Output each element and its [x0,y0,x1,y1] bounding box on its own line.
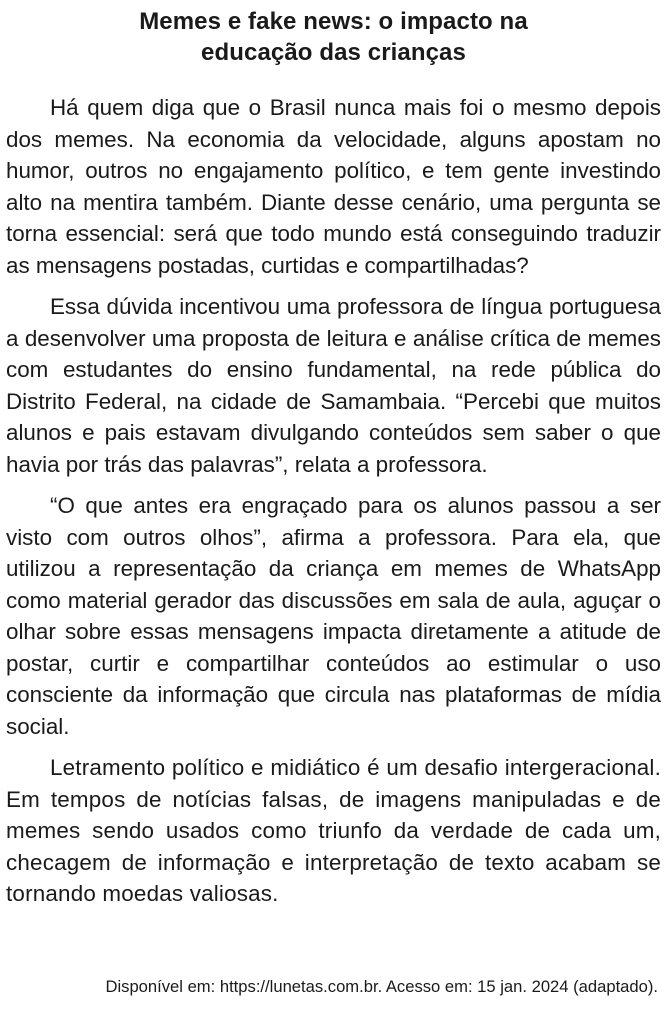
paragraph-2: Essa dúvida incentivou uma professora de língua portuguesa a desenvolver uma proposta de leitura e análise crítica de memes com estudantes do ensino fundamental, na rede pública do Distrito Federal, na cidade de Samambaia. “Percebi que muitos alunos e pais estavam divulgando conteúdos sem saber o que havia por trás das palavras”, relata a professora. [6,294,661,477]
paragraph-3: “O que antes era engraçado para os alunos passou a ser visto com outros olhos”, afirma a professora. Para ela, que utilizou a representação da criança em memes de WhatsApp como material gerador das discussões em sala de aula, aguçar o olhar sobre essas mensagens impacta diretamente a atitude de postar, curtir e compartilhar conteúdos ao estimular o uso consciente da informação que circula nas plataformas de mídia social. [6,493,661,739]
paragraph-4: Letramento político e midiático é um desafio intergeracional. Em tempos de notícias falsas, de imagens manipuladas e de memes sendo usados como triunfo da verdade de cada um, checagem de informação e interpretação de texto acabam se tornando moedas valiosas. [6,755,661,906]
article-body [6,92,661,910]
article-title [6,6,661,68]
article-title-line-1: Memes e fake news: o impacto na [139,8,528,35]
source-citation: Disponível em: https://lunetas.com.br. Acesso em: 15 jan. 2024 (adaptado). [105,977,658,996]
paragraph-1: Há quem diga que o Brasil nunca mais foi o mesmo depois dos memes. Na economia da velocidade, alguns apostam no humor, outros no engajamento político, e tem gente investindo alto na mentira também. Diante desse cenário, uma pergunta se torna essencial: será que todo mundo está conseguindo traduzir as mensagens postadas, curtidas e compartilhadas? [6,95,661,278]
article-title-line-2: educação das crianças [201,39,466,66]
